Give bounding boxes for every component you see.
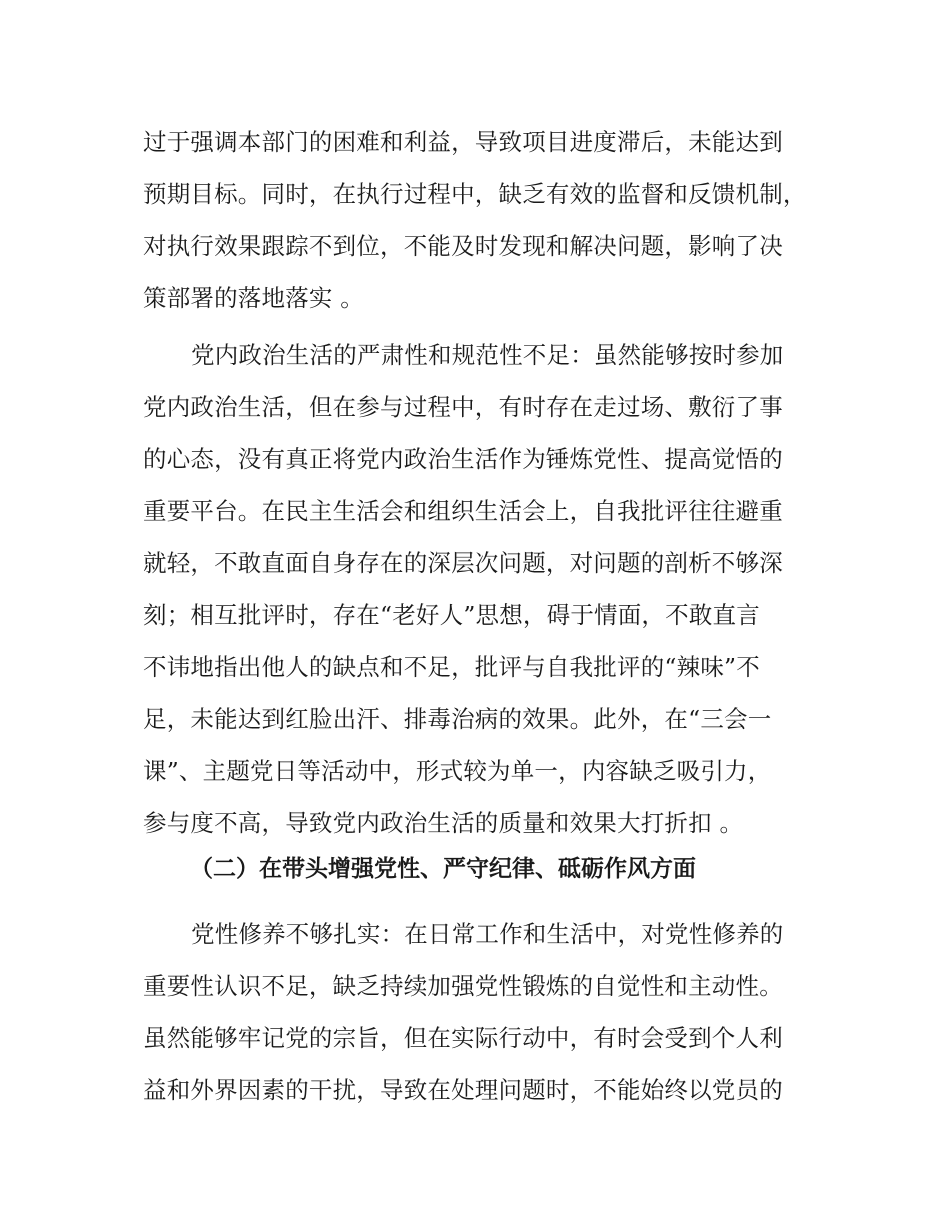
paragraph-line: 参与度不高，导致党内政治生活的质量和效果大打折扣 。 [143,809,744,837]
paragraph-line: 就轻，不敢直面自身存在的深层次问题，对问题的剖析不够深 [143,549,783,577]
paragraph-line: 重要性认识不足，缺乏持续加强党性锻炼的自觉性和主动性。 [143,972,783,1000]
paragraph-line: 课”、主题党日等活动中，形式较为单一，内容缺乏吸引力， [143,757,772,785]
paragraph-line: 益和外界因素的干扰，导致在处理问题时，不能始终以党员的 [143,1076,783,1104]
paragraph-line: 党内政治生活的严肃性和规范性不足：虽然能够按时参加 [191,341,784,369]
paragraph-line: 不讳地指出他人的缺点和不足，批评与自我批评的“辣味”不 [143,653,760,681]
paragraph-line: 虽然能够牢记党的宗旨，但在实际行动中，有时会受到个人利 [143,1024,783,1052]
paragraph-line: 对执行效果跟踪不到位，不能及时发现和解决问题，影响了决 [143,232,783,260]
paragraph-line: 的心态，没有真正将党内政治生活作为锤炼党性、提高觉悟的 [143,445,783,473]
paragraph-line: 过于强调本部门的困难和利益，导致项目进度滞后，未能达到 [143,128,783,156]
paragraph-line: 足，未能达到红脸出汗、排毒治病的效果。此外，在“三会一 [143,705,772,733]
paragraph-line: 重要平台。在民主生活会和组织生活会上，自我批评往往避重 [143,497,783,525]
paragraph-line: 策部署的落地落实 。 [143,284,364,312]
section-heading: （二）在带头增强党性、严守纪律、砥砺作风方面 [190,856,696,882]
paragraph-line: 刻；相互批评时，存在“老好人”思想，碍于情面，不敢直言 [143,601,760,629]
paragraph-line: 预期目标。同时，在执行过程中，缺乏有效的监督和反馈机制， [143,180,807,208]
paragraph-line: 党性修养不够扎实：在日常工作和生活中，对党性修养的 [191,920,784,948]
paragraph-line: 党内政治生活，但在参与过程中，有时存在走过场、敷衍了事 [143,393,783,421]
